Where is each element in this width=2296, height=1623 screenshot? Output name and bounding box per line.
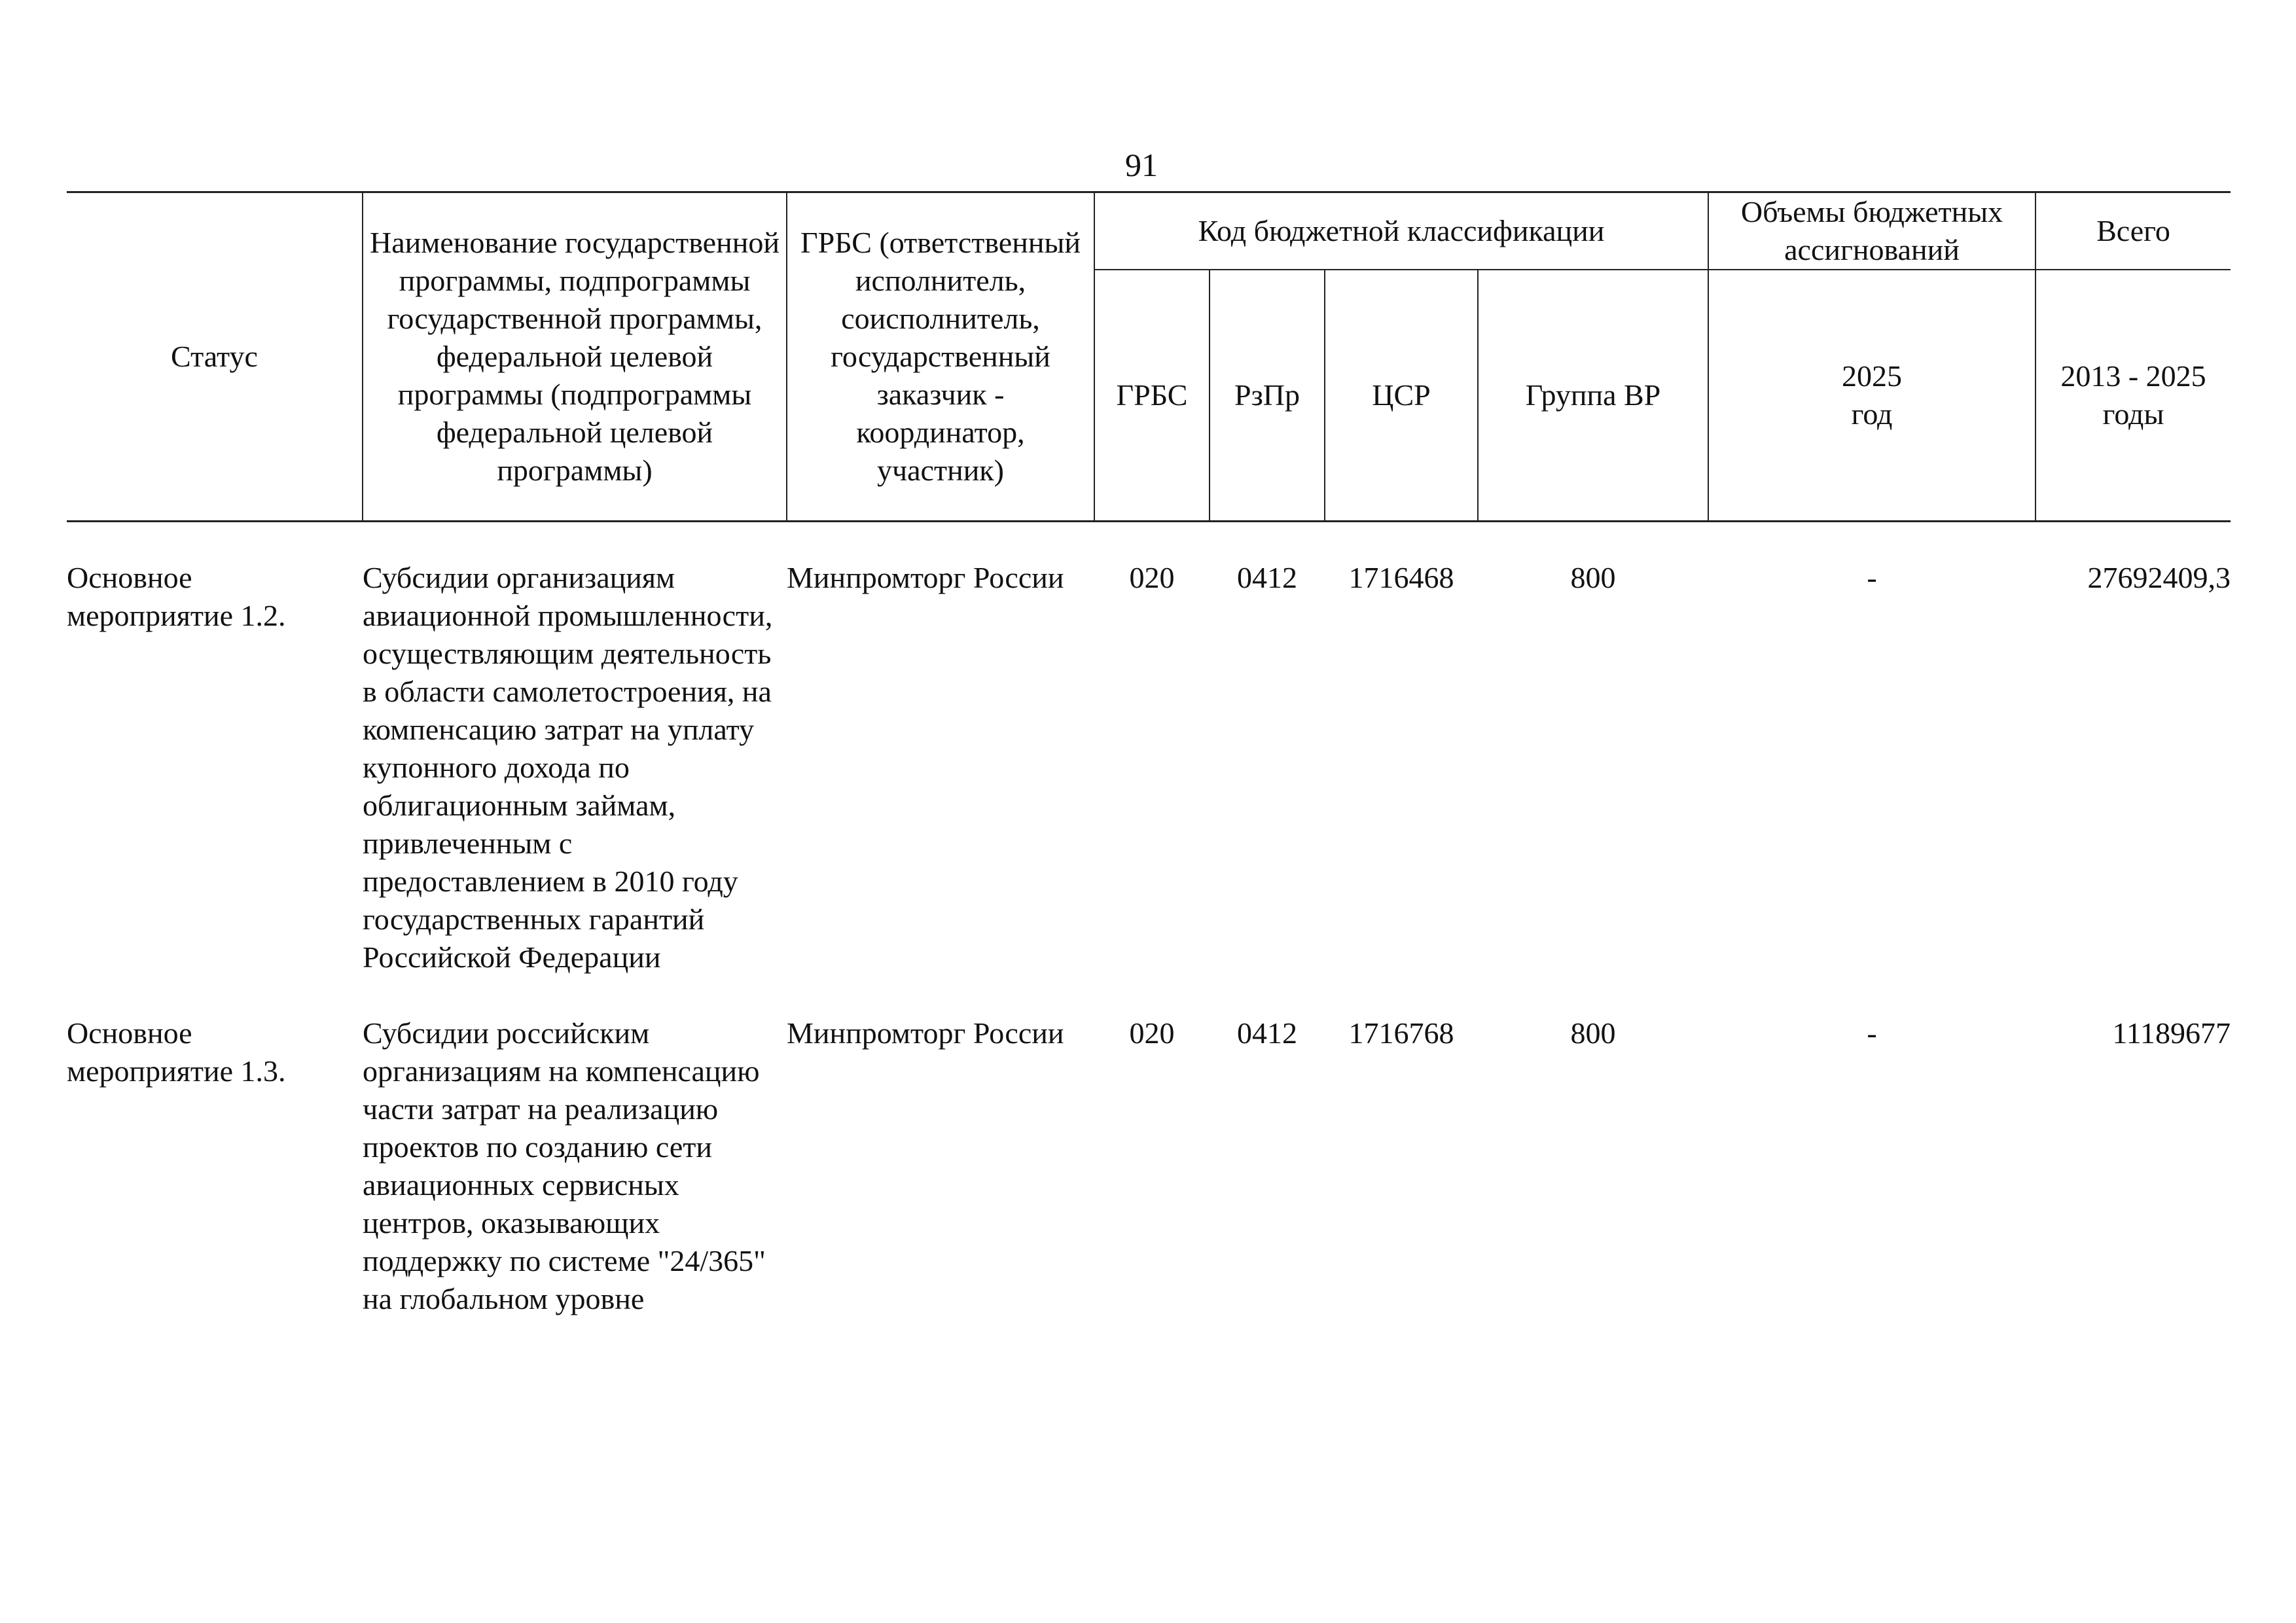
row-grbs: 020: [1129, 1016, 1175, 1050]
table-row: [67, 559, 2231, 976]
row-total: 11189677: [2112, 1016, 2231, 1050]
header-appropriations: Объемы бюджетных ассигнований: [1708, 192, 2036, 270]
header-program-name: Наименование государственной программы, подпрограммы государственной программы, федеральной целевой программы (подпрограммы федеральной целевой программы): [363, 192, 787, 522]
table-row: [67, 1014, 2231, 1318]
header-total: Всего: [2036, 192, 2231, 270]
row-status: Основное мероприятие 1.3.: [67, 1016, 286, 1088]
header-total-period-value: 2013 - 2025: [2060, 359, 2206, 393]
spacer-row: [67, 976, 2231, 1014]
page-number: 91: [1125, 147, 1158, 183]
spacer-row: [67, 522, 2231, 560]
row-status: Основное мероприятие 1.2.: [67, 561, 286, 632]
header-total-period: [2036, 270, 2231, 522]
row-csr: 1716468: [1348, 561, 1454, 594]
header-rzpr: РзПр: [1210, 270, 1325, 522]
row-vr-group: 800: [1570, 1016, 1616, 1050]
row-year-2025: -: [1867, 1016, 1877, 1050]
row-rzpr: 0412: [1237, 561, 1297, 594]
row-grbs: 020: [1129, 561, 1175, 594]
header-grbs-responsible: ГРБС (ответственный исполнитель, соисполнитель, государственный заказчик - координатор, участник): [787, 192, 1094, 522]
row-grbs-responsible: Минпромторг России: [787, 561, 1064, 594]
header-vr-group: Группа ВР: [1478, 270, 1708, 522]
row-grbs-responsible: Минпромторг России: [787, 1016, 1064, 1050]
row-program-name: Субсидии российским организациям на компенсацию части затрат на реализацию проектов по созданию сети авиационных сервисных центров, оказывающих поддержку по системе "24/365" на глобальном уровне: [363, 1016, 766, 1315]
header-status: Статус: [67, 192, 363, 522]
row-vr-group: 800: [1570, 561, 1616, 594]
header-year-value: 2025: [1842, 359, 1903, 393]
row-year-2025: -: [1867, 561, 1877, 594]
row-total: 27692409,3: [2087, 561, 2231, 594]
row-csr: 1716768: [1348, 1016, 1454, 1050]
header-year-unit: год: [1851, 397, 1893, 431]
row-rzpr: 0412: [1237, 1016, 1297, 1050]
header-csr: ЦСР: [1325, 270, 1478, 522]
header-grbs: ГРБС: [1094, 270, 1210, 522]
header-total-period-unit: годы: [2102, 397, 2164, 431]
budget-table: [67, 191, 2231, 1318]
header-budget-code: Код бюджетной классификации: [1094, 192, 1708, 270]
row-program-name: Субсидии организациям авиационной промышленности, осуществляющим деятельность в области самолетостроения, на компенсацию затрат на уплату купонного дохода по облигационным займам, привлеченным с предоставлением в 2010 году государственных гарантий Российской Федерации: [363, 561, 773, 974]
header-year: [1708, 270, 2036, 522]
